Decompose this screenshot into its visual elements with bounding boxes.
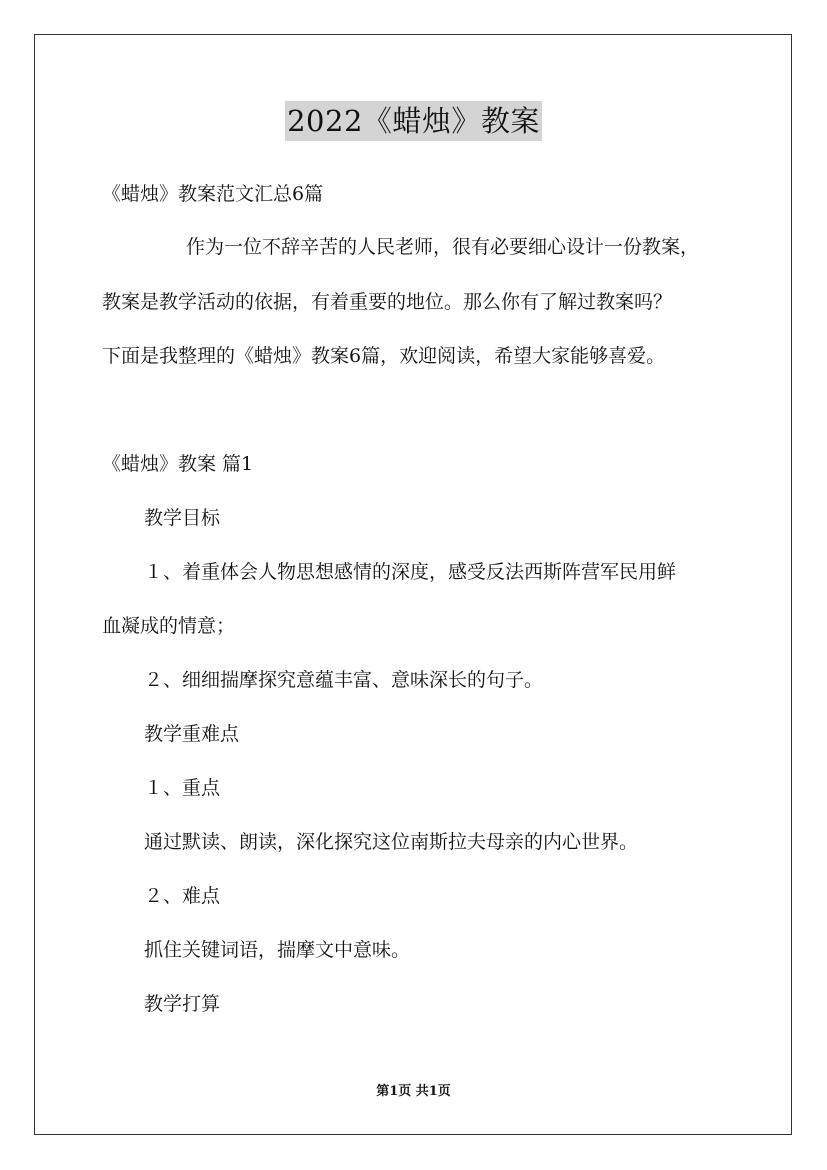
title-container [0,101,827,141]
intro-line-1: 作为一位不辞辛苦的人民老师，很有必要细心设计一份教案， [186,236,700,258]
heading-teaching-goals: 教学目标 [144,507,221,529]
key-point-label: １、重点 [144,777,221,799]
difficult-point-label: ２、难点 [144,885,221,907]
intro-line-3: 下面是我整理的《蜡烛》教案6篇，欢迎阅读，希望大家能够喜爱。 [102,345,666,367]
intro-line-2: 教案是教学活动的依据，有着重要的地位。那么你有了解过教案吗？ [102,291,673,313]
heading-teaching-plan: 教学打算 [144,993,221,1015]
page-footer: 第1页 共1页 [376,1084,451,1099]
goal-item-1-continued: 血凝成的情意； [102,615,236,637]
key-point-text: 通过默读、朗读，深化探究这位南斯拉夫母亲的内心世界。 [144,831,639,853]
goal-item-2: ２、细细揣摩探究意蕴丰富、意味深长的句子。 [144,669,544,691]
document-title: 2022《蜡烛》教案 [285,101,542,141]
goal-item-1: １、着重体会人物思想感情的深度，感受反法西斯阵营军民用鲜 [144,561,677,583]
document-subtitle: 《蜡烛》教案范文汇总6篇 [102,183,324,205]
difficult-point-text: 抓住关键词语，揣摩文中意味。 [144,939,411,961]
heading-key-difficult-points: 教学重难点 [144,723,240,745]
section-heading: 《蜡烛》教案 篇1 [102,453,254,475]
